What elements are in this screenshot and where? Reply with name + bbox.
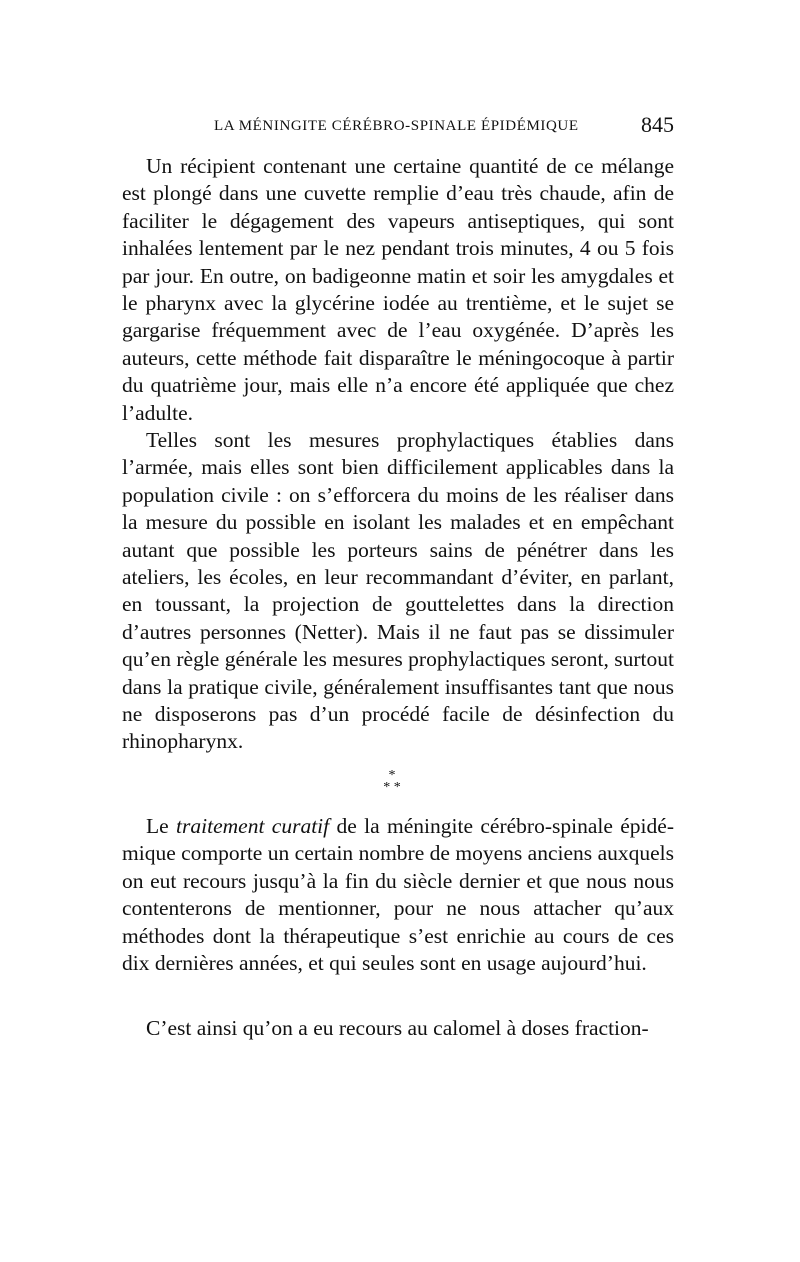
paragraph-3-start: Le — [146, 814, 177, 838]
paragraph-2: Telles sont les mesures prophylactiques établies dans l’armée, mais elles sont bien difficilement applicables dans la population civile : on s’efforcera du moins de les réaliser dans la mesure du possible en isolant les malades et en empêchant autant que possible les porteurs sains de pénétrer dans les ateliers, les écoles, en leur recommandant d’éviter, en parlant, en toussant, la projection de gouttelettes dans la direction d’autres personnes (Netter). Mais il ne faut pas se dissimuler qu’en règle générale les mesures prophylactiques seront, surtout dans la pratique civile, généralement insuffisantes tant que nous ne disposerons pas d’un procédé facile de désinfection du rhinopharynx. — [122, 428, 674, 754]
paragraph-4: C’est ainsi qu’on a eu recours au calomel à doses fraction- — [146, 1016, 649, 1040]
page-number: 845 — [641, 112, 674, 137]
paragraph-1: Un récipient contenant une certaine quantité de ce mélange est plongé dans une cuvette remplie d’eau très chaude, afin de faciliter le dégagement des vapeurs antiseptiques, qui sont inhalées lentement par le nez pendant trois minutes, 4 ou 5 fois par jour. En outre, on badigeonne matin et soir les amygdales et le pharynx avec la glycérine iodée au trentième, et le sujet se gargarise fréquemment avec de l’eau oxygénée. D’après les auteurs, cette méthode fait disparaître le méningocoque à partir du quatrième jour, mais elle n’a encore été appliquée que chez l’adulte. — [122, 154, 674, 425]
asterism-bottom-stars: * * — [383, 780, 401, 795]
running-title: LA MÉNINGITE CÉRÉBRO-SPINALE ÉPIDÉMIQUE — [214, 118, 579, 134]
running-head — [122, 112, 674, 142]
paragraph-3-italic-term: traitement curatif — [176, 814, 330, 838]
asterism-top-star: * — [388, 768, 396, 783]
section-asterism — [372, 770, 412, 794]
paragraph-3-rest: de la méningite cérébro-spinale épidémique comporte un certain nombre de moyens anciens auxquels on eut recours jusqu’à la fin du siècle dernier et que nous nous contenterons de mentionner, pour ne nous attacher qu’aux méthodes dont la thérapeutique s’est enrichie au cours de ces dix dernières années, et qui seules sont en usage aujourd’hui. — [122, 814, 674, 976]
paragraph-3 — [122, 813, 674, 977]
